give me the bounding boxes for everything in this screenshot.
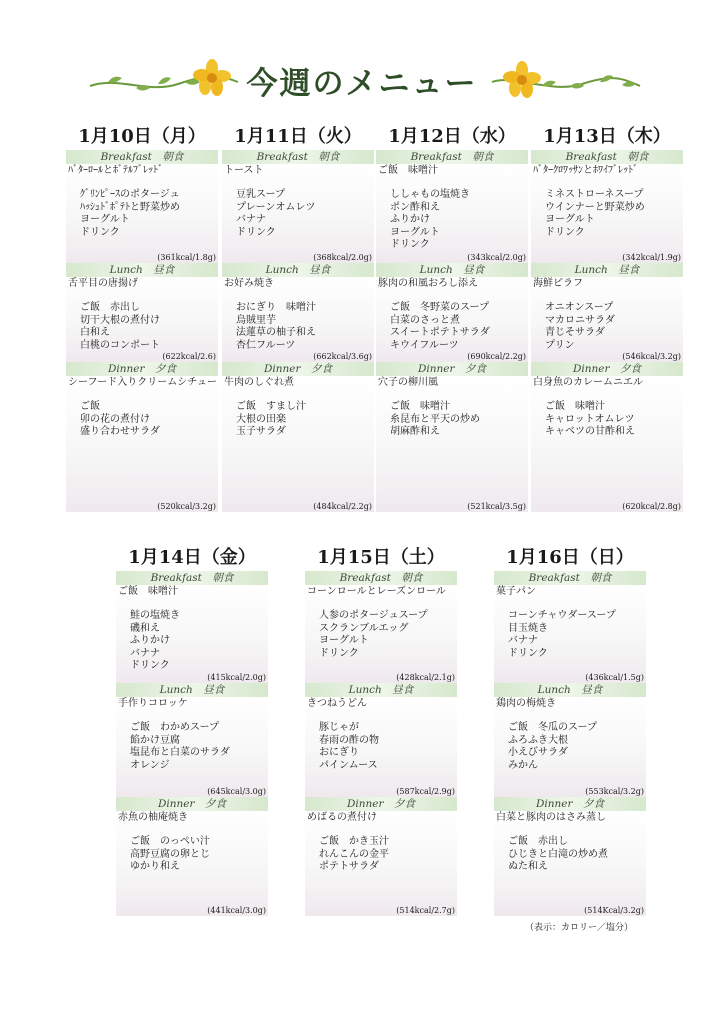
- side-dish: ぬた和え: [508, 861, 548, 872]
- side-dishes: [376, 302, 528, 352]
- side-dish: ﾊｯｼｭﾄﾞﾎﾟﾃﾄと野菜炒め: [80, 201, 180, 213]
- side-dishes: [305, 610, 457, 660]
- legend-note: （表示：カロリー／塩分）: [525, 923, 634, 933]
- meal-body: [376, 164, 528, 263]
- side-dishes: [116, 610, 268, 673]
- meal-header: Lunch 昼食: [494, 683, 646, 697]
- main-dish: 手作りコロッケ: [118, 698, 188, 709]
- side-dish: ドリンク: [508, 647, 548, 659]
- meal-body: [494, 585, 646, 683]
- side-dish: 目玉焼き: [508, 622, 548, 634]
- main-dish: ﾊﾞﾀｰﾛｰﾙとﾎﾞﾃﾙﾌﾞﾚｯﾄﾞ: [68, 165, 163, 176]
- meal-lunch: [222, 263, 374, 362]
- main-dish: 白菜と豚肉のはさみ蒸し: [496, 812, 606, 823]
- day-date: 1月10日（月）: [78, 126, 206, 147]
- side-dish: ドリンク: [319, 647, 359, 659]
- side-dish: ひじきと白滝の炒め煮: [508, 848, 608, 860]
- side-dish: ドリンク: [80, 226, 120, 238]
- side-dish: ご飯 すまし汁: [236, 401, 306, 412]
- main-dish: 海鮮ピラフ: [533, 278, 583, 289]
- meal-header: Breakfast 朝食: [376, 150, 528, 164]
- meal-body: [222, 164, 374, 263]
- side-dish: ご飯 かき玉汁: [319, 836, 389, 847]
- main-dish: コーンロールとレーズンロール: [307, 586, 446, 597]
- side-dish: ご飯 冬野菜のスープ: [390, 302, 489, 313]
- meal-body: [116, 811, 268, 916]
- nutrition-stats: (521kcal/3.5g): [467, 502, 526, 511]
- meal-body: [222, 277, 374, 362]
- nutrition-stats: (520kcal/3.2g): [157, 502, 216, 511]
- main-dish: 牛肉のしぐれ煮: [224, 377, 294, 388]
- side-dish: ドリンク: [130, 660, 170, 671]
- side-dish: ヨーグルト: [319, 635, 369, 646]
- side-dish: 玉子サラダ: [236, 426, 286, 437]
- meal-lunch: [116, 683, 268, 797]
- side-dish: ポテトサラダ: [319, 861, 379, 872]
- nutrition-stats: (415kcal/2.0g): [207, 673, 266, 682]
- meal-header: Lunch 昼食: [66, 263, 218, 277]
- side-dish: キウイフルーツ: [390, 339, 459, 351]
- side-dish: ご飯 冬瓜のスープ: [508, 722, 597, 733]
- side-dish: 大根の田楽: [236, 413, 286, 425]
- nutrition-stats: (645kcal/3.0g): [207, 787, 266, 796]
- nutrition-stats: (587kcal/2.9g): [396, 787, 455, 796]
- meal-body: [116, 585, 268, 683]
- nutrition-stats: (622kcal/2.6): [162, 352, 216, 361]
- main-dish: トースト: [224, 165, 264, 176]
- side-dishes: [494, 722, 646, 772]
- main-dish: きつねうどん: [307, 698, 367, 709]
- side-dish: ご飯 赤出し: [508, 836, 568, 847]
- side-dish: ご飯 味噌汁: [545, 401, 605, 412]
- side-dishes: [66, 401, 218, 439]
- side-dish: 杏仁フルーツ: [236, 339, 296, 351]
- side-dish: 塩昆布と白菜のサラダ: [130, 747, 230, 758]
- side-dishes: [116, 836, 268, 874]
- side-dish: バナナ: [236, 214, 266, 225]
- side-dishes: [531, 189, 683, 239]
- side-dishes: [222, 401, 374, 439]
- meal-header: Breakfast 朝食: [222, 150, 374, 164]
- side-dish: ミネストローネスープ: [545, 189, 644, 200]
- main-dish: ﾊﾞﾀｰｸﾛﾜｯｻﾝとﾎﾜｲﾌﾞﾚｯﾄﾞ: [533, 165, 638, 176]
- side-dish: れんこんの金平: [319, 848, 389, 860]
- meal-breakfast: [531, 150, 683, 263]
- side-dish: 人参のポタージュスープ: [319, 610, 428, 621]
- day-menu: [66, 124, 218, 512]
- side-dish: 餡かけ豆腐: [130, 734, 180, 746]
- side-dishes: [494, 610, 646, 660]
- day-menu: [494, 545, 646, 916]
- meal-body: [376, 376, 528, 512]
- day-menu: [222, 124, 374, 512]
- side-dish: ご飯 わかめスープ: [130, 722, 219, 733]
- side-dish: バナナ: [508, 635, 538, 646]
- side-dish: 胡麻酢和え: [390, 426, 440, 437]
- side-dish: 小えびサラダ: [508, 747, 568, 758]
- main-dish: シーフード入りクリームシチュー: [68, 377, 217, 388]
- side-dish: キャベツの甘酢和え: [545, 426, 635, 437]
- main-dish: めばるの煮付け: [307, 812, 377, 823]
- side-dish: プレーンオムレツ: [236, 201, 316, 213]
- meal-body: [116, 697, 268, 797]
- side-dish: 白桃のコンポート: [80, 339, 160, 351]
- title-banner: [0, 56, 724, 106]
- side-dish: ヨーグルト: [545, 214, 595, 225]
- day-date: 1月13日（木）: [543, 126, 671, 147]
- side-dish: 糸昆布と平天の炒め: [390, 413, 480, 425]
- day-menu: [116, 545, 268, 916]
- meal-body: [305, 697, 457, 797]
- side-dish: 盛り合わせサラダ: [80, 426, 160, 437]
- flower-vine-right-icon: [482, 56, 642, 106]
- side-dish: スクランブルエッグ: [319, 622, 409, 634]
- meal-header: Lunch 昼食: [222, 263, 374, 277]
- side-dish: ドリンク: [236, 226, 276, 238]
- meal-header: Lunch 昼食: [116, 683, 268, 697]
- side-dish: オニオンスープ: [545, 302, 614, 313]
- side-dishes: [305, 722, 457, 772]
- meal-dinner: [305, 797, 457, 916]
- side-dish: ご飯 味噌汁: [390, 401, 450, 412]
- meal-lunch: [494, 683, 646, 797]
- meal-body: [494, 811, 646, 916]
- meal-body: [305, 811, 457, 916]
- side-dish: 切干大根の煮付け: [80, 314, 160, 326]
- side-dish: ヨーグルト: [390, 226, 440, 238]
- nutrition-stats: (546kcal/3.2g): [622, 352, 681, 361]
- side-dish: 春雨の酢の物: [319, 734, 379, 746]
- side-dish: キャロットオムレツ: [545, 413, 635, 425]
- side-dishes: [376, 401, 528, 439]
- side-dish: ふりかけ: [130, 635, 170, 646]
- meal-dinner: [376, 362, 528, 512]
- side-dish: 卯の花の煮付け: [80, 413, 150, 425]
- day-date: 1月11日（火）: [234, 126, 362, 147]
- meal-header: Dinner 夕食: [531, 362, 683, 376]
- meal-body: [531, 277, 683, 362]
- meal-breakfast: [494, 571, 646, 683]
- side-dishes: [531, 302, 683, 352]
- side-dish: 豚じゃが: [319, 722, 359, 733]
- day-date: 1月16日（日）: [506, 547, 634, 568]
- meal-body: [531, 164, 683, 263]
- side-dish: 青じそサラダ: [545, 327, 605, 338]
- nutrition-stats: (342kcal/1.9g): [622, 253, 681, 262]
- meal-dinner: [66, 362, 218, 512]
- side-dishes: [222, 302, 374, 352]
- side-dish: コーンチャウダースープ: [508, 610, 616, 621]
- side-dish: 白和え: [80, 327, 110, 338]
- meal-lunch: [305, 683, 457, 797]
- meal-body: [531, 376, 683, 512]
- side-dish: 高野豆腐の卵とじ: [130, 848, 210, 860]
- meal-header: Breakfast 朝食: [494, 571, 646, 585]
- side-dish: ドリンク: [390, 239, 430, 250]
- side-dish: ゆかり和え: [130, 861, 180, 872]
- meal-dinner: [222, 362, 374, 512]
- main-dish: 鶏肉の梅焼き: [496, 698, 556, 709]
- main-dish: 菓子パン: [496, 586, 536, 597]
- meal-header: Dinner 夕食: [376, 362, 528, 376]
- meal-body: [222, 376, 374, 512]
- side-dishes: [376, 189, 528, 252]
- nutrition-stats: (368kcal/2.0g): [313, 253, 372, 262]
- meal-lunch: [531, 263, 683, 362]
- side-dish: 鮭の塩焼き: [130, 610, 180, 621]
- meal-breakfast: [305, 571, 457, 683]
- side-dish: ししゃもの塩焼き: [390, 189, 470, 200]
- meal-header: Breakfast 朝食: [116, 571, 268, 585]
- meal-dinner: [531, 362, 683, 512]
- side-dish: プリン: [545, 339, 575, 351]
- side-dish: オレンジ: [130, 759, 170, 771]
- day-menu: [531, 124, 683, 512]
- day-menu: [305, 545, 457, 916]
- side-dish: ヨーグルト: [80, 214, 130, 225]
- side-dish: マカロニサラダ: [545, 314, 615, 326]
- nutrition-stats: (553kcal/3.2g): [585, 787, 644, 796]
- side-dishes: [66, 189, 218, 239]
- meal-dinner: [116, 797, 268, 916]
- side-dish: おにぎり: [319, 747, 359, 758]
- side-dishes: [531, 401, 683, 439]
- page-title: 今週のメニュー: [246, 66, 478, 102]
- side-dish: ご飯 赤出し: [80, 302, 140, 313]
- meal-dinner: [494, 797, 646, 916]
- nutrition-stats: (514Kcal/3.2g): [584, 906, 644, 915]
- side-dish: ウインナーと野菜炒め: [545, 201, 645, 213]
- side-dish: 法蓮草の柚子和え: [236, 327, 316, 338]
- side-dish: ｸﾞﾘﾝﾋﾟｰｽのポタージュ: [80, 189, 180, 200]
- side-dish: 磯和え: [130, 622, 160, 634]
- meal-body: [376, 277, 528, 362]
- side-dish: ご飯: [80, 401, 100, 412]
- meal-breakfast: [222, 150, 374, 263]
- main-dish: ご飯 味噌汁: [378, 165, 438, 176]
- side-dishes: [66, 302, 218, 352]
- main-dish: お好み焼き: [224, 278, 274, 289]
- nutrition-stats: (620kcal/2.8g): [622, 502, 681, 511]
- nutrition-stats: (436kcal/1.5g): [585, 673, 644, 682]
- nutrition-stats: (428kcal/2.1g): [396, 673, 455, 682]
- side-dishes: [305, 836, 457, 874]
- main-dish: 赤魚の柚庵焼き: [118, 812, 188, 823]
- meal-body: [494, 697, 646, 797]
- main-dish: 白身魚のカレームニエル: [533, 377, 643, 388]
- meal-header: Breakfast 朝食: [305, 571, 457, 585]
- main-dish: 穴子の柳川風: [378, 377, 438, 388]
- meal-header: Dinner 夕食: [305, 797, 457, 811]
- side-dish: パインムース: [319, 759, 378, 771]
- day-date: 1月15日（土）: [317, 547, 445, 568]
- meal-header: Dinner 夕食: [116, 797, 268, 811]
- nutrition-stats: (690kcal/2.2g): [467, 352, 526, 361]
- meal-breakfast: [376, 150, 528, 263]
- meal-body: [66, 376, 218, 512]
- day-date: 1月12日（水）: [388, 126, 516, 147]
- nutrition-stats: (361kcal/1.8g): [157, 253, 216, 262]
- side-dish: 烏賊里芋: [236, 314, 276, 326]
- day-date: 1月14日（金）: [128, 547, 256, 568]
- side-dish: ふろふき大根: [508, 734, 568, 746]
- side-dishes: [222, 189, 374, 239]
- side-dishes: [494, 836, 646, 874]
- side-dish: ふりかけ: [390, 214, 430, 225]
- main-dish: 豚肉の和風おろし添え: [378, 278, 478, 289]
- side-dish: ポン酢和え: [390, 201, 440, 213]
- meal-header: Lunch 昼食: [531, 263, 683, 277]
- nutrition-stats: (514kcal/2.7g): [396, 906, 455, 915]
- meal-body: [305, 585, 457, 683]
- side-dish: ご飯 のっぺい汁: [130, 836, 210, 847]
- meal-breakfast: [66, 150, 218, 263]
- meal-header: Dinner 夕食: [66, 362, 218, 376]
- nutrition-stats: (662kcal/3.6g): [313, 352, 372, 361]
- meal-breakfast: [116, 571, 268, 683]
- nutrition-stats: (441kcal/3.0g): [207, 906, 266, 915]
- meal-header: Lunch 昼食: [376, 263, 528, 277]
- meal-header: Lunch 昼食: [305, 683, 457, 697]
- nutrition-stats: (484kcal/2.2g): [313, 502, 372, 511]
- main-dish: 舌平目の唐揚げ: [68, 278, 138, 289]
- day-menu: [376, 124, 528, 512]
- side-dish: バナナ: [130, 647, 160, 659]
- side-dish: スイートポテトサラダ: [390, 327, 490, 338]
- meal-header: Dinner 夕食: [222, 362, 374, 376]
- meal-header: Dinner 夕食: [494, 797, 646, 811]
- side-dish: ドリンク: [545, 226, 585, 238]
- side-dishes: [116, 722, 268, 772]
- nutrition-stats: (343kcal/2.0g): [467, 253, 526, 262]
- meal-lunch: [66, 263, 218, 362]
- meal-header: Breakfast 朝食: [66, 150, 218, 164]
- side-dish: おにぎり 味噌汁: [236, 302, 316, 313]
- meal-header: Breakfast 朝食: [531, 150, 683, 164]
- main-dish: ご飯 味噌汁: [118, 586, 178, 597]
- side-dish: 白菜のさっと煮: [390, 314, 460, 326]
- side-dish: みかん: [508, 759, 538, 771]
- meal-body: [66, 164, 218, 263]
- side-dish: 豆乳スープ: [236, 189, 285, 200]
- meal-body: [66, 277, 218, 362]
- meal-lunch: [376, 263, 528, 362]
